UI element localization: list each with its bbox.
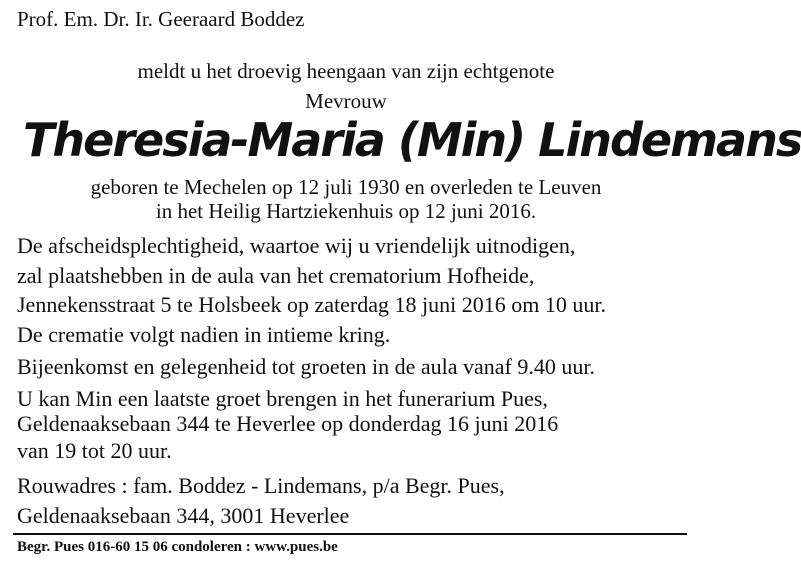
body-line: van 19 tot 20 uur. xyxy=(17,438,172,463)
footer-divider xyxy=(13,533,687,535)
author-line: Prof. Em. Dr. Ir. Geeraard Boddez xyxy=(17,7,305,31)
intro-line: meldt u het droevig heengaan van zijn echtgenote xyxy=(137,59,555,83)
birth-line-1: geboren te Mechelen op 12 juli 1930 en overleden te Leuven xyxy=(90,175,602,199)
footer-text: Begr. Pues 016-60 15 06 condoleren : www.pues.be xyxy=(17,539,338,555)
body-line: Geldenaaksebaan 344 te Heverlee op donderdag 16 juni 2016 xyxy=(17,411,559,436)
body-line: zal plaatshebben in de aula van het crematorium Hofheide, xyxy=(17,263,535,288)
body-line: Jennekensstraat 5 te Holsbeek op zaterdag 18 juni 2016 om 10 uur. xyxy=(17,292,606,317)
body-line: Geldenaaksebaan 344, 3001 Heverlee xyxy=(17,503,350,528)
deceased-name: Theresia-Maria (Min) Lindemans xyxy=(23,113,801,167)
body-line: De afscheidsplechtigheid, waartoe wij u vriendelijk uitnodigen, xyxy=(17,233,576,258)
body-line: De crematie volgt nadien in intieme kring. xyxy=(17,322,391,347)
birth-line-2: in het Heilig Hartziekenhuis op 12 juni 2016. xyxy=(155,199,537,223)
body-line: Rouwadres : fam. Boddez - Lindemans, p/a Begr. Pues, xyxy=(17,473,505,498)
salutation: Mevrouw xyxy=(305,89,387,113)
body-line: U kan Min een laatste groet brengen in het funerarium Pues, xyxy=(17,386,548,411)
body-line: Bijeenkomst en gelegenheid tot groeten in de aula vanaf 9.40 uur. xyxy=(17,354,595,379)
